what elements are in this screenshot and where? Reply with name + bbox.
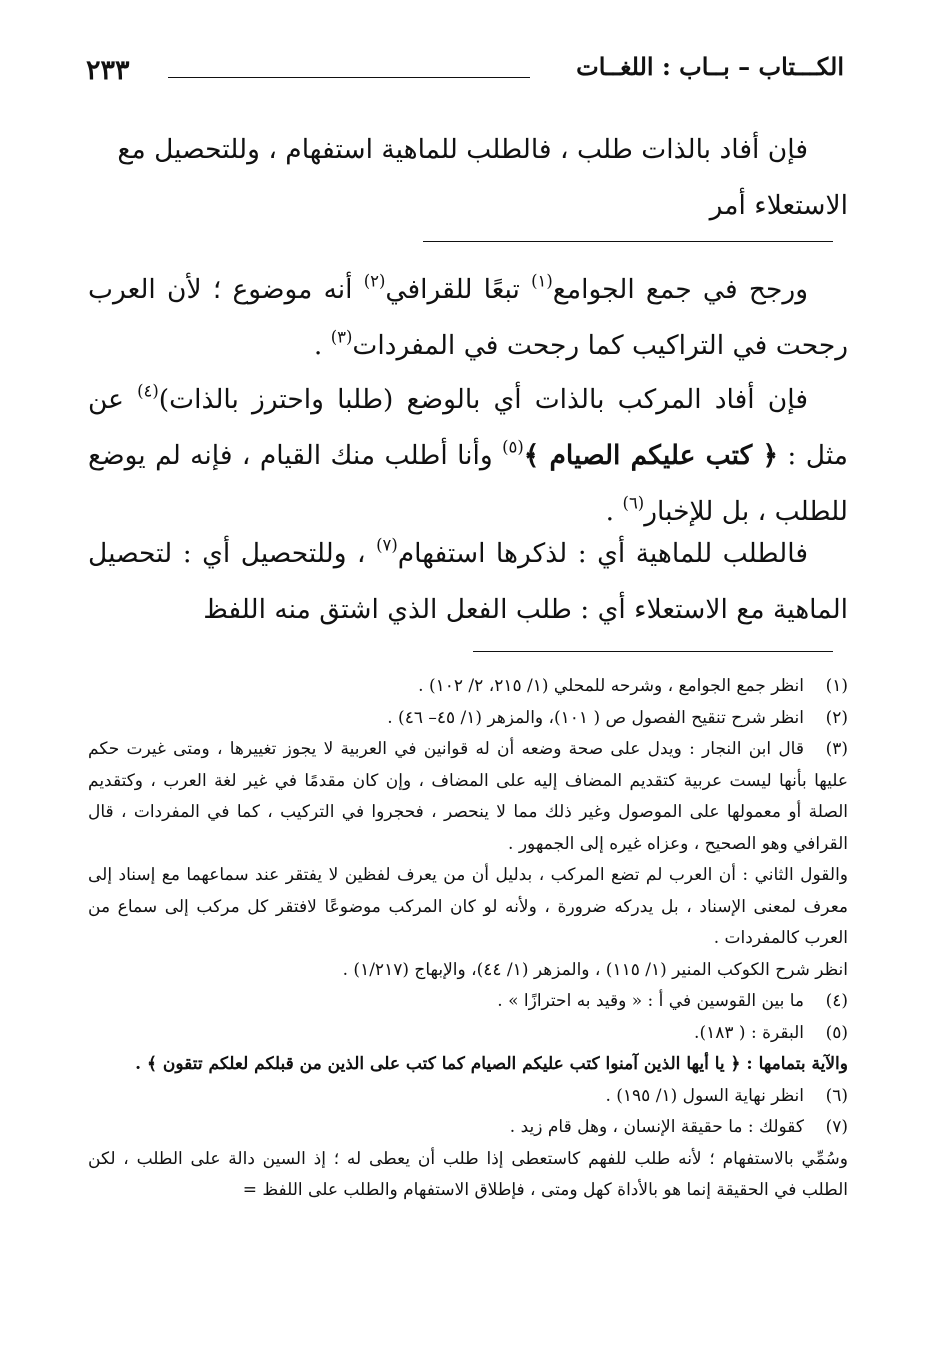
footnote-separator bbox=[473, 651, 833, 652]
footnote-7-continuation: وسُمِّي بالاستفهام ؛ لأنه طلب للفهم كاستعطى إذا طلب أن يعطى له ؛ إذ السين دالة على الطلب ، لكن الطلب في الحقيقة إنما هو بالأداة كهل ومتى ، فإطلاق الاستفهام والطلب على اللفظ = bbox=[88, 1148, 848, 1200]
page-number: ٢٣٣ bbox=[86, 55, 130, 86]
matn-line: الاستعلاء أمر bbox=[709, 190, 848, 221]
matn-separator bbox=[423, 241, 833, 242]
footnote-7: (٧)كقولك : ما حقيقة الإنسان ، وهل قام زيد . bbox=[509, 1117, 848, 1137]
footnote-5: (٥)البقرة : ( ١٨٣). bbox=[694, 1022, 848, 1043]
footnote-4: (٤)ما بين القوسين في أ : « وقيد به احترازًا » . bbox=[497, 991, 848, 1011]
footnote-1: (١)انظر جمع الجوامع ، وشرحه للمحلي (١/ ٢١٥، ٢/ ١٠٢) . bbox=[418, 676, 848, 696]
header-rule bbox=[168, 77, 530, 78]
footnote-ref: (٣) bbox=[330, 327, 353, 347]
footnotes bbox=[88, 671, 848, 1207]
body-paragraph: فالطلب للماهية أي : لذكرها استفهام$^{(٧)}$ ، وللتحصيل أي : لتحصيل الماهية مع الاستعلاء أي : طلب الفعل الذي اشتق منه اللفظ bbox=[88, 535, 848, 625]
footnote-ref: (٧) bbox=[376, 535, 398, 555]
matn-paragraph bbox=[88, 122, 848, 234]
footnote-ref: (٥) bbox=[502, 437, 524, 457]
matn-line: فإن أفاد بالذات طلب ، فالطلب للماهية استفهام ، وللتحصيل مع bbox=[117, 134, 808, 165]
footnote-2: (٢)انظر شرح تنقيح الفصول ص ( ١٠١)، والمزهر (١/ ٤٥– ٤٦) . bbox=[387, 707, 848, 728]
body-paragraph: ورجح في جمع الجوامع$^{(١)}$ تبعًا للقرافي$^{(٢)}$ أنه موضوع ؛ لأن العرب رجحت في التراكيب كما رجحت في المفردات$^{(٣)}$ . bbox=[88, 271, 848, 361]
footnote-ref: (٦) bbox=[622, 493, 645, 513]
footnote-3: (٣)قال ابن النجار : ويدل على صحة وضعه أن له قوانين في العربية لا يجوز تغييرها ، ومتى غيرت حكم عليها بأنها ليست عربية كتقديم المضاف إليه على المضاف ، وإن كان مقدمًا في غير لغة العرب ، وكتقديم الصلة أو معمولها على الموصول وغير ذلك مما لا ينحصر ، فحجروا في التركيب ، كما في المفردات ، قال القرافي وهو الصحيح ، وعزاه غيره إلى الجمهور . bbox=[88, 739, 848, 854]
footnote-5-verse: والآية بتمامها : ﴿ يا أيها الذين آمنوا كتب عليكم الصيام كما كتب على الذين من قبلكم لعلكم تتقون ﴾ . bbox=[135, 1054, 848, 1074]
footnote-3-sources: انظر شرح الكوكب المنير (١/ ١١٥) ، والمزهر (١/ ٤٤)، والإبهاج (١/٢١٧) . bbox=[342, 959, 848, 980]
footnote-ref: (١) bbox=[531, 271, 553, 291]
quran-quote: ﴿ كتب عليكم الصيام ﴾ bbox=[523, 440, 779, 471]
footnote-6: (٦)انظر نهاية السول (١/ ١٩٥) . bbox=[605, 1085, 848, 1106]
body-paragraph: فإن أفاد المركب بالذات أي بالوضع (طلبا واحترز بالذات)$^{(٤)}$ عن مثل : ﴿ كتب عليكم الصيام ﴾$^{(٥)}$ وأنا أطلب منك القيام ، فإنه لم يوضع للطلب ، بل للإخبار$^{(٦)}$ . bbox=[88, 381, 849, 527]
footnote-3-continuation: والقول الثاني : أن العرب لم تضع المركب ، بدليل أن من يعرف لفظين لا يفتقر عند سماعهما مع إسناد إلى معرف لمعنى الإسناد ، بل يدركه ضرورة ، ولأنه لو كان المركب موضوعًا لافتقر كل مركب إلى سماع من العرب كالمفردات . bbox=[88, 865, 848, 948]
footnote-ref: (٤) bbox=[137, 381, 159, 401]
running-header-title: الكـــتاب – بــاب : اللغــات bbox=[576, 52, 844, 81]
footnote-ref: (٢) bbox=[363, 271, 386, 291]
